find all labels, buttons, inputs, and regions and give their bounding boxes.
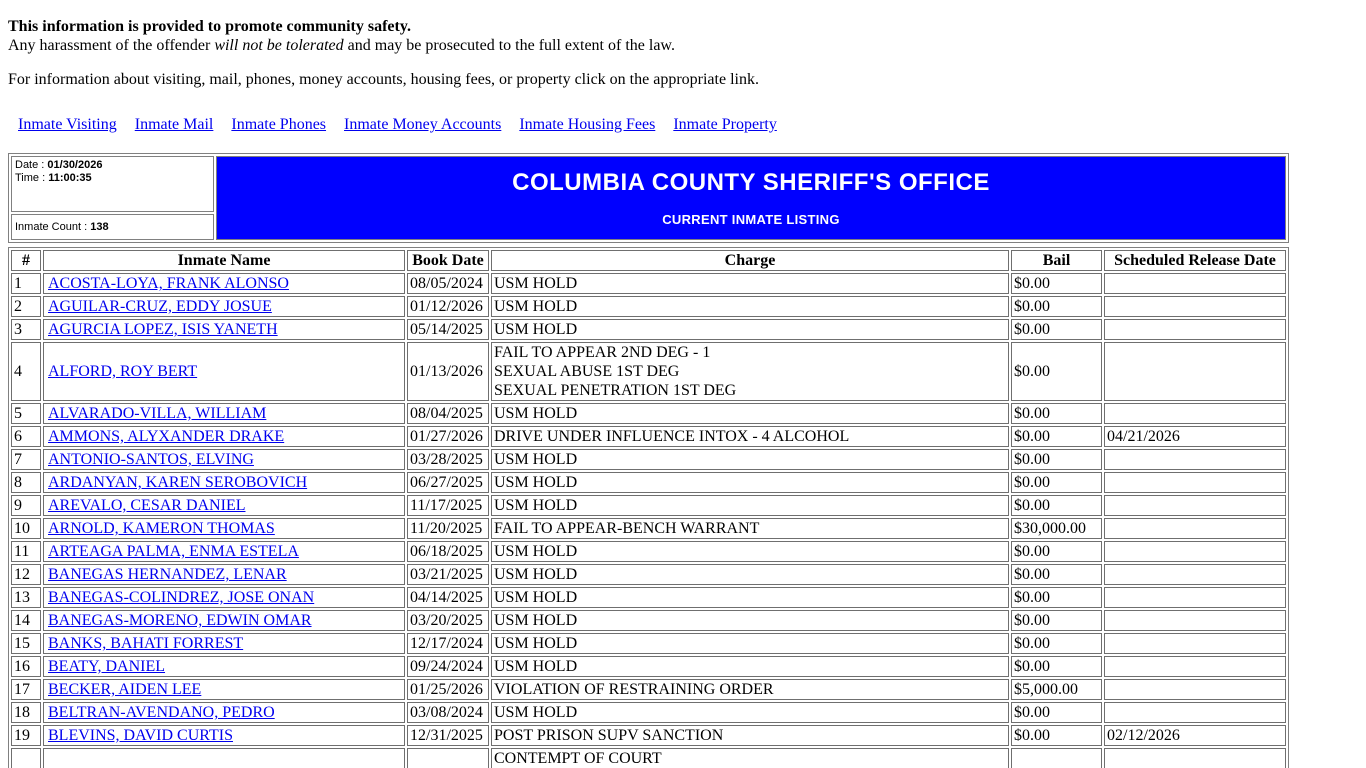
table-row (11, 472, 1286, 493)
release-date (1104, 449, 1286, 470)
inmate-number: 9 (11, 495, 41, 516)
bail-amount: $0.00 (1011, 656, 1102, 677)
header-banner-table (8, 153, 1289, 243)
bail-amount: $0.00 (1011, 449, 1102, 470)
table-row (11, 449, 1286, 470)
table-row (11, 518, 1286, 539)
inmate-name-cell (43, 656, 405, 677)
nav-link[interactable]: Inmate Phones (231, 116, 327, 133)
inmate-number: 19 (11, 725, 41, 746)
office-title: COLUMBIA COUNTY SHERIFF'S OFFICE (512, 169, 990, 196)
table-row (11, 587, 1286, 608)
bail-amount: $0.00 (1011, 541, 1102, 562)
inmate-name-cell (43, 342, 405, 401)
inmate-name-cell (43, 564, 405, 585)
bail-amount: $0.00 (1011, 633, 1102, 654)
bail-amount: $0.00 (1011, 296, 1102, 317)
table-row (11, 541, 1286, 562)
inmate-number: 4 (11, 342, 41, 401)
inmate-name-cell (43, 403, 405, 424)
charge-text: USM HOLD (494, 612, 578, 629)
inmate-table (8, 247, 1289, 768)
table-row (11, 702, 1286, 723)
bail-amount: $5,000.00 (1011, 679, 1102, 700)
charge-cell (491, 342, 1009, 401)
col-header-book-date: Book Date (407, 250, 489, 271)
col-header-release-date: Scheduled Release Date (1104, 250, 1286, 271)
bail-amount: $0.00 (1011, 587, 1102, 608)
book-date: 08/05/2024 (407, 273, 489, 294)
charge-cell (491, 296, 1009, 317)
safety-notice (8, 17, 1358, 55)
date-label: Date : (15, 159, 48, 171)
release-date (1104, 495, 1286, 516)
release-date (1104, 656, 1286, 677)
nav-link[interactable]: Inmate Housing Fees (519, 116, 656, 133)
inmate-name-cell (43, 725, 405, 746)
col-header-bail: Bail (1011, 250, 1102, 271)
time-value: 11:00:35 (48, 172, 92, 184)
charge-text: VIOLATION OF RESTRAINING ORDER (494, 681, 774, 698)
col-header-charge: Charge (491, 250, 1009, 271)
inmate-name-cell (43, 426, 405, 447)
inmate-number: 16 (11, 656, 41, 677)
inmate-name-link[interactable]: BECKER, AIDEN LEE (48, 681, 202, 698)
col-header-number: # (11, 250, 41, 271)
release-date (1104, 748, 1286, 768)
table-row (11, 610, 1286, 631)
inmate-name-cell (43, 610, 405, 631)
charge-cell (491, 610, 1009, 631)
charge-cell (491, 403, 1009, 424)
book-date: 06/18/2025 (407, 541, 489, 562)
charge-text: SEXUAL PENETRATION 1ST DEG (494, 382, 737, 399)
release-date (1104, 541, 1286, 562)
inmate-name-link[interactable]: ARNOLD, KAMERON THOMAS (48, 520, 275, 537)
inmate-name-link[interactable]: BLEVINS, DAVID CURTIS (48, 727, 233, 744)
inmate-name-cell (43, 319, 405, 340)
release-date (1104, 633, 1286, 654)
inmate-number: 5 (11, 403, 41, 424)
safety-notice-headline: This information is provided to promote community safety. (8, 18, 411, 35)
inmate-name-cell (43, 679, 405, 700)
inmate-number: 15 (11, 633, 41, 654)
table-row (11, 495, 1286, 516)
charge-cell (491, 472, 1009, 493)
charge-text: USM HOLD (494, 298, 578, 315)
inmate-name-link[interactable]: ARTEAGA PALMA, ENMA ESTELA (48, 543, 299, 560)
charge-text: USM HOLD (494, 658, 578, 675)
charge-text: USM HOLD (494, 321, 578, 338)
inmate-number: 17 (11, 679, 41, 700)
charge-cell (491, 633, 1009, 654)
charge-cell (491, 587, 1009, 608)
inmate-number (11, 748, 41, 768)
bail-amount: $0.00 (1011, 564, 1102, 585)
table-row (11, 426, 1286, 447)
charge-text: USM HOLD (494, 589, 578, 606)
release-date (1104, 319, 1286, 340)
inmate-name-link[interactable]: BANEGAS-COLINDREZ, JOSE ONAN (48, 589, 315, 606)
table-row (11, 296, 1286, 317)
inmate-name-link[interactable]: ALFORD, ROY BERT (48, 363, 198, 380)
blue-banner (216, 156, 1286, 240)
table-row (11, 725, 1286, 746)
book-date: 03/21/2025 (407, 564, 489, 585)
charge-text: USM HOLD (494, 451, 578, 468)
inmate-info-nav (18, 116, 1358, 134)
nav-link[interactable]: Inmate Visiting (18, 116, 117, 133)
charge-cell (491, 273, 1009, 294)
inmate-number: 8 (11, 472, 41, 493)
book-date: 09/24/2024 (407, 656, 489, 677)
charge-cell (491, 725, 1009, 746)
charge-text: USM HOLD (494, 474, 578, 491)
inmate-count-value: 138 (90, 221, 109, 233)
bail-amount: $0.00 (1011, 319, 1102, 340)
table-row (11, 656, 1286, 677)
bail-amount: $0.00 (1011, 342, 1102, 401)
inmate-name-cell (43, 518, 405, 539)
date-value: 01/30/2026 (47, 159, 103, 171)
book-date: 03/28/2025 (407, 449, 489, 470)
table-row (11, 403, 1286, 424)
inmate-name-link[interactable]: BANEGAS-MORENO, EDWIN OMAR (48, 612, 312, 629)
table-header-row (11, 250, 1286, 271)
book-date: 01/13/2026 (407, 342, 489, 401)
inmate-number: 12 (11, 564, 41, 585)
charge-text: FAIL TO APPEAR 2ND DEG - 1 (494, 344, 711, 361)
inmate-name-cell (43, 273, 405, 294)
inmate-name-cell (43, 587, 405, 608)
listing-subtitle: CURRENT INMATE LISTING (662, 212, 840, 227)
bail-amount: $0.00 (1011, 273, 1102, 294)
book-date: 08/04/2025 (407, 403, 489, 424)
inmate-name-cell (43, 449, 405, 470)
bail-amount: $0.00 (1011, 610, 1102, 631)
date-line (15, 159, 210, 172)
bail-amount: $0.00 (1011, 495, 1102, 516)
release-date (1104, 587, 1286, 608)
release-date (1104, 403, 1286, 424)
book-date: 05/14/2025 (407, 319, 489, 340)
bail-amount: $0.00 (1011, 472, 1102, 493)
charge-cell (491, 564, 1009, 585)
bail-amount: $0.00 (1011, 426, 1102, 447)
inmate-name-cell (43, 748, 405, 768)
inmate-table-body (11, 273, 1286, 768)
charge-text: DRIVE UNDER INFLUENCE INTOX - 4 ALCOHOL (494, 428, 850, 445)
book-date: 11/20/2025 (407, 518, 489, 539)
release-date (1104, 472, 1286, 493)
release-date (1104, 273, 1286, 294)
book-date: 06/27/2025 (407, 472, 489, 493)
bail-amount: $30,000.00 (1011, 518, 1102, 539)
time-line (15, 172, 210, 185)
inmate-name-link[interactable]: BEATY, DANIEL (48, 658, 166, 675)
table-row (11, 633, 1286, 654)
release-date (1104, 518, 1286, 539)
table-row (11, 679, 1286, 700)
table-row (11, 564, 1286, 585)
inmate-name-link[interactable]: AREVALO, CESAR DANIEL (48, 497, 246, 514)
charge-cell (491, 319, 1009, 340)
charge-text: SEXUAL ABUSE 1ST DEG (494, 363, 680, 380)
charge-text: POST PRISON SUPV SANCTION (494, 727, 724, 744)
inmate-name-link[interactable]: BANKS, BAHATI FORREST (48, 635, 244, 652)
nav-link[interactable]: Inmate Property (673, 116, 777, 133)
charge-cell (491, 679, 1009, 700)
charge-text: USM HOLD (494, 543, 578, 560)
inmate-number: 11 (11, 541, 41, 562)
charge-cell (491, 426, 1009, 447)
release-date (1104, 679, 1286, 700)
bail-amount (1011, 748, 1102, 768)
book-date: 01/25/2026 (407, 679, 489, 700)
release-date: 04/21/2026 (1104, 426, 1286, 447)
inmate-number: 14 (11, 610, 41, 631)
inmate-name-cell (43, 541, 405, 562)
inmate-number: 2 (11, 296, 41, 317)
charge-text: USM HOLD (494, 704, 578, 721)
inmate-name-link[interactable]: AGURCIA LOPEZ, ISIS YANETH (48, 321, 278, 338)
inmate-name-cell (43, 633, 405, 654)
table-row (11, 748, 1286, 768)
inmate-name-cell (43, 296, 405, 317)
release-date (1104, 610, 1286, 631)
book-date: 04/14/2025 (407, 587, 489, 608)
inmate-name-link[interactable]: AMMONS, ALYXANDER DRAKE (48, 428, 285, 445)
charge-text: USM HOLD (494, 497, 578, 514)
book-date: 01/27/2026 (407, 426, 489, 447)
charge-cell (491, 748, 1009, 768)
inmate-name-cell (43, 472, 405, 493)
charge-text: CONTEMPT OF COURT (494, 750, 662, 767)
book-date: 01/12/2026 (407, 296, 489, 317)
harassment-warning (8, 36, 1358, 55)
datetime-box (11, 156, 214, 212)
inmate-name-link[interactable]: ARDANYAN, KAREN SEROBOVICH (48, 474, 308, 491)
book-date: 12/31/2025 (407, 725, 489, 746)
harassment-warning-italic: will not be tolerated (214, 37, 344, 54)
harassment-warning-pre: Any harassment of the offender (8, 37, 215, 54)
inmate-name-link[interactable]: ALVARADO-VILLA, WILLIAM (48, 405, 267, 422)
inmate-number: 10 (11, 518, 41, 539)
charge-text: USM HOLD (494, 635, 578, 652)
link-instructions: For information about visiting, mail, phones, money accounts, housing fees, or property click on the appropriate link. (8, 71, 759, 88)
col-header-inmate-name: Inmate Name (43, 250, 405, 271)
inmate-number: 18 (11, 702, 41, 723)
inmate-name-cell (43, 495, 405, 516)
book-date: 03/20/2025 (407, 610, 489, 631)
charge-text: USM HOLD (494, 405, 578, 422)
table-row (11, 319, 1286, 340)
charge-cell (491, 541, 1009, 562)
inmate-name-link[interactable]: BANEGAS HERNANDEZ, LENAR (48, 566, 287, 583)
nav-link[interactable]: Inmate Money Accounts (344, 116, 502, 133)
time-label: Time : (15, 172, 49, 184)
book-date: 03/08/2024 (407, 702, 489, 723)
inmate-count-label: Inmate Count : (15, 221, 91, 233)
bail-amount: $0.00 (1011, 403, 1102, 424)
inmate-number: 1 (11, 273, 41, 294)
release-date (1104, 342, 1286, 401)
inmate-number: 7 (11, 449, 41, 470)
charge-cell (491, 495, 1009, 516)
inmate-count-box (11, 214, 214, 240)
charge-text: FAIL TO APPEAR-BENCH WARRANT (494, 520, 760, 537)
inmate-name-cell (43, 702, 405, 723)
inmate-number: 13 (11, 587, 41, 608)
nav-link[interactable]: Inmate Mail (134, 116, 214, 133)
charge-text: USM HOLD (494, 566, 578, 583)
book-date: 12/17/2024 (407, 633, 489, 654)
charge-text: USM HOLD (494, 275, 578, 292)
inmate-name-link[interactable]: AGUILAR-CRUZ, EDDY JOSUE (48, 298, 272, 315)
book-date: 11/17/2025 (407, 495, 489, 516)
bail-amount: $0.00 (1011, 725, 1102, 746)
charge-cell (491, 518, 1009, 539)
release-date: 02/12/2026 (1104, 725, 1286, 746)
charge-cell (491, 702, 1009, 723)
book-date (407, 748, 489, 768)
release-date (1104, 564, 1286, 585)
charge-cell (491, 449, 1009, 470)
inmate-name-link[interactable]: BELTRAN-AVENDANO, PEDRO (48, 704, 275, 721)
table-row (11, 342, 1286, 401)
release-date (1104, 296, 1286, 317)
inmate-name-link[interactable]: ACOSTA-LOYA, FRANK ALONSO (48, 275, 289, 292)
release-date (1104, 702, 1286, 723)
table-row (11, 273, 1286, 294)
inmate-name-link[interactable]: ANTONIO-SANTOS, ELVING (48, 451, 254, 468)
inmate-number: 3 (11, 319, 41, 340)
inmate-number: 6 (11, 426, 41, 447)
charge-cell (491, 656, 1009, 677)
bail-amount: $0.00 (1011, 702, 1102, 723)
harassment-warning-post: and may be prosecuted to the full extent of the law. (343, 37, 675, 54)
